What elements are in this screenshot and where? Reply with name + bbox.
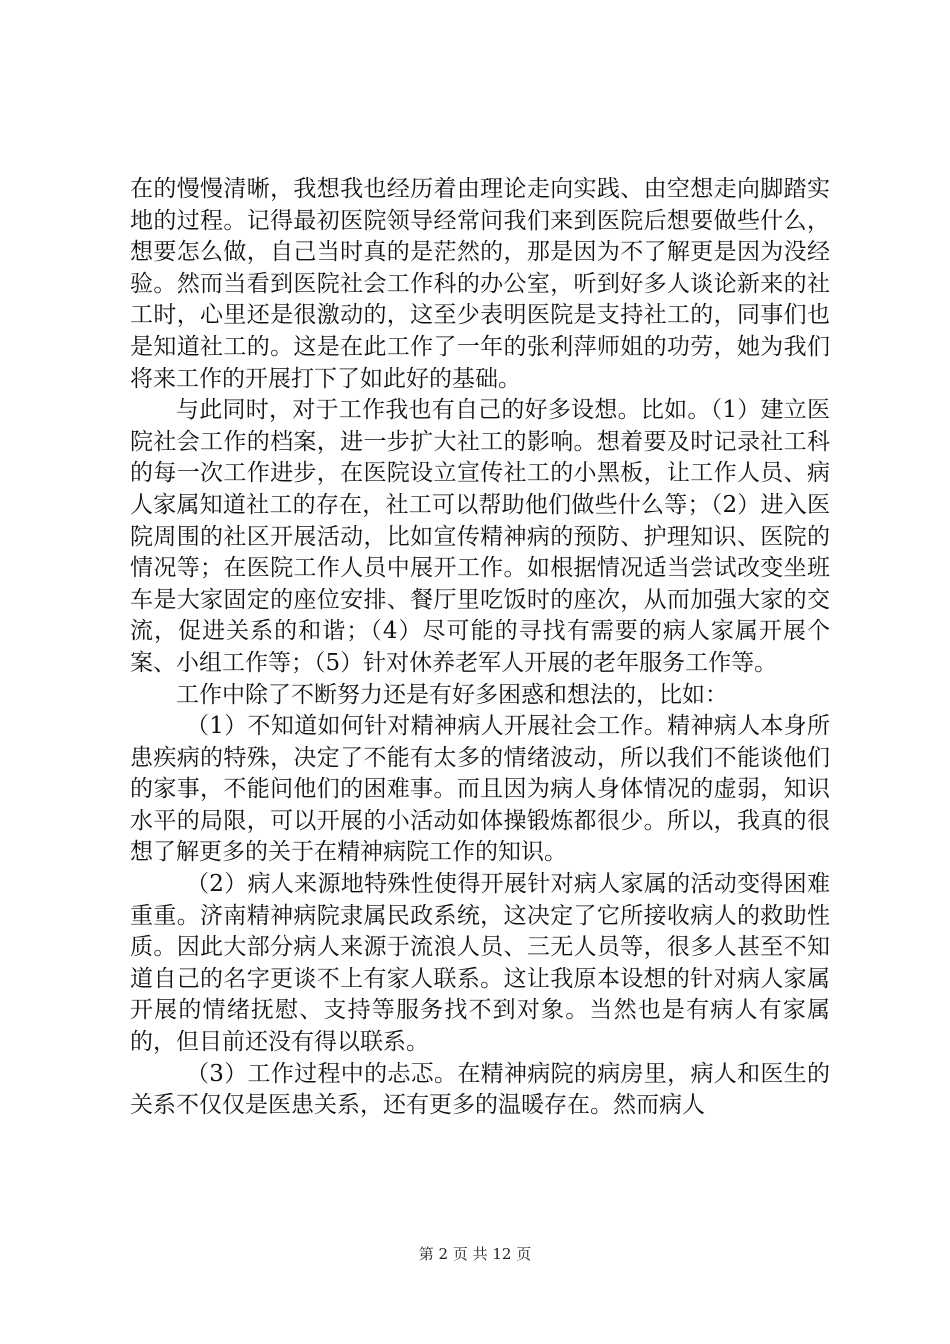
paragraph-5: （2）病人来源地特殊性使得开展针对病人家属的活动变得困难重重。济南精神病院隶属民政系统，这决定了它所接收病人的救助性质。因此大部分病人来源于流浪人员、三无人员等，很多人甚至不知道自己的名字更谈不上有家人联系。这让我原本设想的针对病人家属开展的情绪抚慰、支持等服务找不到对象。当然也是有病人有家属的，但目前还没有得以联系。 <box>130 871 830 1056</box>
page-number-footer: 第 2 页 共 12 页 <box>418 1245 532 1263</box>
document-body <box>130 174 830 1122</box>
paragraph-2: 与此同时，对于工作我也有自己的好多设想。比如。（1）建立医院社会工作的档案，进一步扩大社工的影响。想着要及时记录社工科的每一次工作进步，在医院设立宣传社工的小黑板，让工作人员、病人家属知道社工的存在，社工可以帮助他们做些什么等；（2）进入医院周围的社区开展活动，比如宣传精神病的预防、护理知识、医院的情况等；在医院工作人员中展开工作。如根据情况适当尝试改变坐班车是大家固定的座位安排、餐厅里吃饭时的座次，从而加强大家的交流，促进关系的和谐；（4）尽可能的寻找有需要的病人家属开展个案、小组工作等；（5）针对休养老军人开展的老年服务工作等。 <box>130 397 830 676</box>
paragraph-4: （1）不知道如何针对精神病人开展社会工作。精神病人本身所患疾病的特殊，决定了不能有太多的情绪波动，所以我们不能谈他们的家事，不能问他们的困难事。而且因为病人身体情况的虚弱，知识水平的局限，可以开展的小活动如体操锻炼都很少。所以，我真的很想了解更多的关于在精神病院工作的知识。 <box>130 713 830 866</box>
paragraph-3: 工作中除了不断努力还是有好多困惑和想法的，比如： <box>176 681 728 708</box>
paragraph-6: （3）工作过程中的忐忑。在精神病院的病房里，病人和医生的关系不仅仅是医患关系，还有更多的温暖存在。然而病人 <box>130 1060 830 1119</box>
paragraph-1: 在的慢慢清晰，我想我也经历着由理论走向实践、由空想走向脚踏实地的过程。记得最初医院领导经常问我们来到医院后想要做些什么，想要怎么做，自己当时真的是茫然的，那是因为不了解更是因为没经验。然而当看到医院社会工作科的办公室，听到好多人谈论新来的社工时，心里还是很激动的，这至少表明医院是支持社工的，同事们也是知道社工的。这是在此工作了一年的张利萍师姐的功劳，她为我们将来工作的开展打下了如此好的基础。 <box>130 176 830 392</box>
